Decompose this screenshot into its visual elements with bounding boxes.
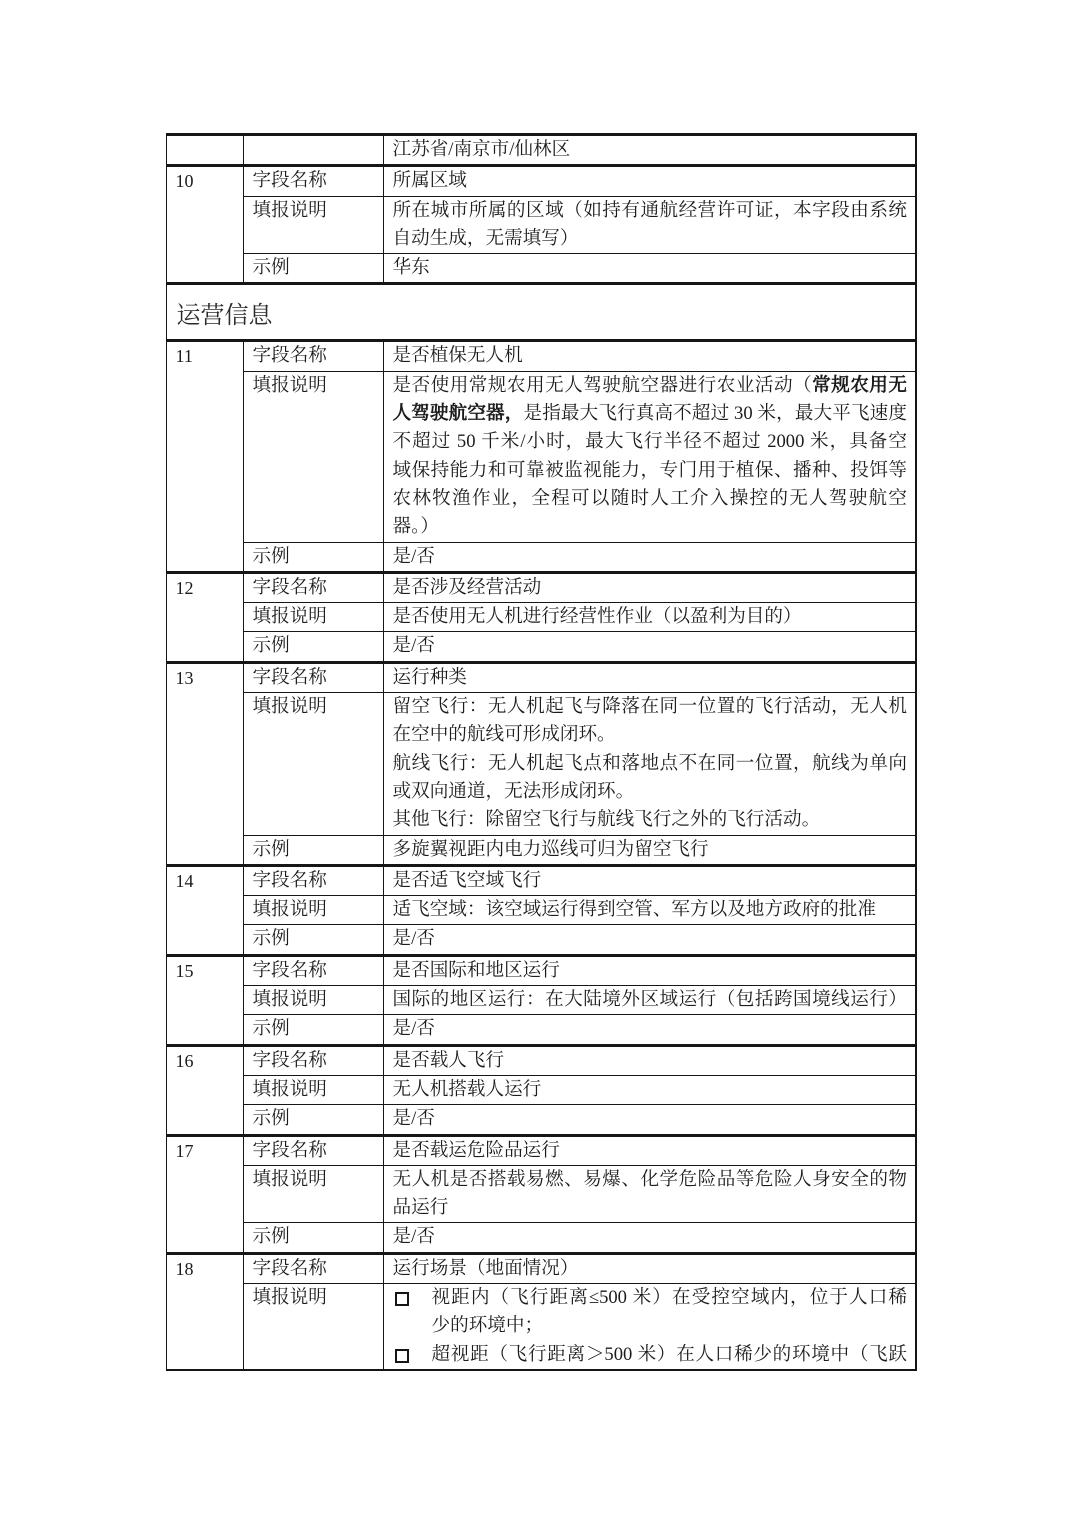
field-group-10 (167, 164, 915, 282)
field-desc-value (383, 602, 916, 631)
field-example-value: 华东 (383, 253, 916, 282)
field-group-11 (167, 339, 915, 570)
field-desc-value (383, 371, 916, 542)
desc-text: 是否使用常规农用无人驾驶航空器进行农业活动（ (392, 374, 813, 396)
field-group-14 (167, 864, 915, 954)
field-number-cell (167, 136, 243, 164)
region-path-value: 江苏省/南京市/仙林区 (383, 136, 916, 164)
field-name-label: 字段名称 (243, 1047, 383, 1075)
field-desc-label: 填报说明 (243, 602, 383, 631)
field-desc-value (383, 895, 916, 924)
field-number: 14 (175, 870, 194, 891)
desc-line (393, 372, 908, 400)
field-name-label: 字段名称 (243, 867, 383, 895)
field-name-value: 是否涉及经营活动 (383, 574, 916, 602)
scenario-option (393, 1341, 908, 1369)
field-group-13 (167, 661, 915, 864)
desc-line: 域保持能力和可靠被监视能力，专门用于植保、播种、投饵等 (392, 459, 907, 481)
desc-line: 品运行 (392, 1197, 449, 1219)
field-example-value: 是/否 (383, 1104, 916, 1133)
desc-line: 国际的地区运行：在大陆境外区域运行（包括跨国境线运行） (392, 989, 907, 1011)
field-name-value: 是否载人飞行 (383, 1047, 916, 1075)
desc-line: 是否使用无人机进行经营性作业（以盈利为目的） (392, 606, 802, 628)
field-name-label: 字段名称 (243, 664, 383, 692)
desc-line: 或双向通道，无法形成闭环。 (392, 780, 635, 802)
scenario-option (393, 1284, 908, 1341)
field-number: 17 (175, 1140, 194, 1161)
field-name-value: 是否适飞空域飞行 (383, 867, 916, 895)
desc-line: 器。） (392, 516, 439, 538)
field-desc-value (383, 692, 916, 834)
field-number: 16 (175, 1050, 194, 1071)
field-example-value: 是/否 (383, 542, 916, 571)
field-number: 18 (175, 1258, 194, 1279)
field-number: 15 (175, 960, 194, 981)
field-group-15 (167, 954, 915, 1044)
form-table (166, 133, 917, 1371)
desc-line: 其他飞行：除留空飞行与航线飞行之外的飞行活动。 (392, 809, 821, 831)
field-group-16 (167, 1044, 915, 1134)
desc-line (393, 400, 908, 428)
field-example-label: 示例 (243, 924, 383, 953)
field-desc-label: 填报说明 (243, 196, 383, 254)
field-name-label: 字段名称 (243, 342, 383, 370)
field-example-value: 是/否 (383, 1222, 916, 1251)
field-name-label: 字段名称 (243, 574, 383, 602)
field-desc-label: 填报说明 (243, 985, 383, 1014)
field-label-cell (243, 136, 383, 164)
field-name-value: 所属区域 (383, 167, 916, 195)
field-example-label: 示例 (243, 1222, 383, 1251)
field-name-value: 运行场景（地面情况） (383, 1255, 916, 1283)
field-example-label: 示例 (243, 835, 383, 864)
field-example-label: 示例 (243, 1104, 383, 1133)
field-desc-value (383, 1075, 916, 1104)
field-desc-label: 填报说明 (243, 1075, 383, 1104)
field-desc-options (383, 1283, 916, 1369)
desc-line: 在空中的航线可形成闭环。 (392, 724, 616, 746)
option-line: 超视距（飞行距离＞500 米）在人口稀少的环境中（飞跃 (431, 1343, 907, 1365)
option-line: 少的环境中； (431, 1315, 544, 1337)
field-number: 10 (175, 171, 194, 192)
field-example-label: 示例 (243, 631, 383, 660)
desc-text: 是指最大飞行真高不超过 30 米，最大平飞速度 (523, 403, 907, 425)
desc-line: 适飞空域：该空域运行得到空管、军方以及地方政府的批准 (392, 899, 876, 921)
desc-line: 自动生成，无需填写） (392, 227, 579, 249)
field-name-value: 运行种类 (383, 664, 916, 692)
field-example-label: 示例 (243, 542, 383, 571)
field-desc-label: 填报说明 (243, 1165, 383, 1223)
field-desc-label: 填报说明 (243, 1283, 383, 1369)
field-name-label: 字段名称 (243, 1137, 383, 1165)
field-example-value: 是/否 (383, 924, 916, 953)
field-name-value: 是否植保无人机 (383, 342, 916, 370)
desc-line: 所在城市所属的区域（如持有通航经营许可证，本字段由系统 (392, 199, 907, 221)
desc-line: 不超过 50 千米/小时，最大飞行半径不超过 2000 米，具备空 (392, 431, 907, 453)
option-line: 视距内（飞行距离≤500 米）在受控空域内，位于人口稀 (431, 1286, 907, 1308)
field-desc-label: 填报说明 (243, 371, 383, 542)
field-desc-label: 填报说明 (243, 895, 383, 924)
desc-line: 无人机是否搭载易燃、易爆、化学危险品等危险人身安全的物 (392, 1168, 907, 1190)
field-example-value: 多旋翼视距内电力巡线可归为留空飞行 (383, 835, 916, 864)
checkbox-empty-icon (395, 1349, 409, 1363)
checkbox-empty-icon (395, 1292, 409, 1306)
field-desc-value (383, 1165, 916, 1223)
section-title: 运营信息 (167, 282, 915, 339)
field-number: 13 (175, 667, 194, 688)
continuation-row (167, 133, 915, 164)
field-group-17 (167, 1134, 915, 1252)
desc-line: 无人机搭载人运行 (392, 1078, 542, 1100)
field-name-value: 是否载运危险品运行 (383, 1137, 916, 1165)
desc-line: 航线飞行：无人机起飞点和落地点不在同一位置，航线为单向 (392, 752, 907, 774)
desc-line: 留空飞行：无人机起飞与降落在同一位置的飞行活动，无人机 (392, 696, 907, 718)
field-name-label: 字段名称 (243, 167, 383, 195)
field-desc-value (383, 196, 916, 254)
field-name-label: 字段名称 (243, 1255, 383, 1283)
field-desc-label: 填报说明 (243, 692, 383, 834)
field-group-12 (167, 571, 915, 661)
desc-bold-term: 常规农用无 (812, 374, 907, 396)
desc-bold-term: 人驾驶航空器， (392, 403, 524, 425)
field-number: 12 (175, 577, 194, 598)
field-name-value: 是否国际和地区运行 (383, 957, 916, 985)
field-example-value: 是/否 (383, 631, 916, 660)
field-example-label: 示例 (243, 253, 383, 282)
field-name-label: 字段名称 (243, 957, 383, 985)
field-group-18 (167, 1252, 915, 1369)
field-desc-value (383, 985, 916, 1014)
desc-line: 农林牧渔作业，全程可以随时人工介入操控的无人驾驶航空 (392, 487, 907, 509)
field-example-value: 是/否 (383, 1014, 916, 1043)
field-example-label: 示例 (243, 1014, 383, 1043)
field-number: 11 (175, 346, 193, 367)
